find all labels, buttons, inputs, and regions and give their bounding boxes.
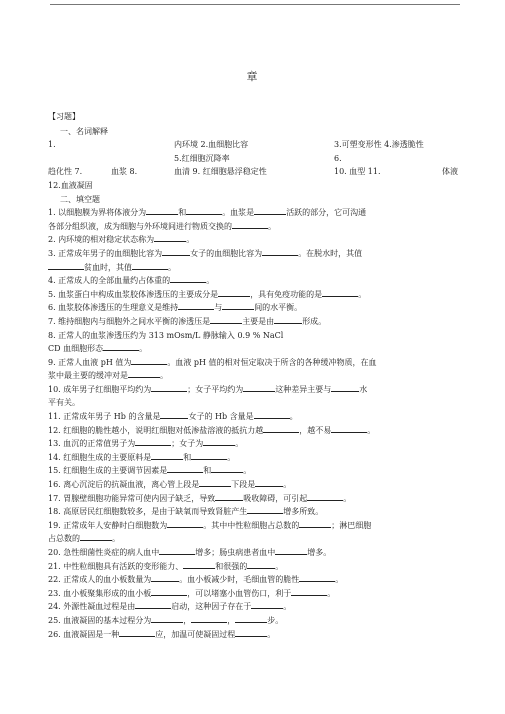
answer-blank[interactable]: [251, 600, 283, 609]
question-text: 1. 以细胞膜为界将体液分为: [48, 208, 147, 218]
question-text: 和: [203, 466, 212, 476]
term-cell: 血清 9. 红细胞悬浮稳定性: [174, 167, 267, 177]
question-text: 9. 正常人血液 pH 值为: [48, 357, 132, 367]
question-text: 5. 血浆蛋白中构成血浆胶体渗透压的主要成分是: [48, 289, 219, 299]
question-text: 平有关。: [48, 398, 80, 408]
answer-blank[interactable]: [262, 247, 298, 256]
question-text: 。: [335, 575, 344, 585]
question-line: [48, 560, 458, 574]
answer-blank[interactable]: [218, 288, 250, 297]
question-text: 。: [289, 412, 298, 422]
question-text: CD 血细胞形态: [48, 344, 104, 354]
question-text: 贫血时，其值: [84, 262, 132, 272]
answer-blank[interactable]: [151, 573, 179, 582]
term-cell: 6.: [334, 153, 342, 163]
term-cell: 血浆 8.: [111, 167, 138, 177]
question-line: [48, 315, 458, 329]
question-text: 和: [183, 452, 192, 462]
question-line: [48, 329, 458, 343]
answer-blank[interactable]: [154, 233, 186, 242]
question-text: 活跃的部分，它可沟通: [286, 208, 367, 218]
question-line: [48, 519, 458, 533]
answer-blank[interactable]: [299, 573, 335, 582]
question-line: [48, 478, 458, 492]
question-text: 6. 血浆胶体渗透压的生理意义是维持: [48, 303, 179, 313]
answer-blank[interactable]: [167, 519, 203, 528]
answer-blank[interactable]: [167, 464, 203, 473]
exercises-heading: 【习题】: [48, 112, 80, 121]
answer-blank[interactable]: [151, 587, 187, 596]
question-text: 14. 红细胞生成的主要原料是: [48, 452, 152, 462]
answer-blank[interactable]: [191, 451, 227, 460]
question-text: 。: [206, 276, 215, 286]
terms-row-3: 12.血液凝固: [48, 180, 93, 190]
term-cell: 1.: [48, 140, 56, 150]
part2-title: 二、填空题: [60, 194, 100, 204]
question-text: ；女子为: [171, 439, 204, 449]
page-title: 章: [246, 70, 259, 83]
question-line: [48, 274, 458, 288]
question-text: 步。: [267, 615, 284, 625]
question-line: [48, 451, 458, 465]
question-text: 。: [227, 452, 236, 462]
question-text: ；女子平均约为: [187, 384, 244, 394]
question-text: ，: [227, 615, 236, 625]
answer-blank[interactable]: [210, 315, 242, 324]
answer-blank[interactable]: [274, 315, 302, 324]
answer-blank[interactable]: [254, 410, 290, 419]
question-text: 。血浆是: [222, 208, 255, 218]
question-text: 。: [243, 466, 252, 476]
answer-blank[interactable]: [128, 369, 160, 378]
answer-blank[interactable]: [235, 628, 267, 637]
question-line: [48, 587, 458, 601]
question-text: 占总数的: [48, 534, 80, 544]
question-line: [48, 424, 458, 438]
answer-blank[interactable]: [291, 587, 327, 596]
question-text: 各部分组织液，成为细胞与外环境间进行物质交换的: [48, 221, 232, 231]
answer-blank[interactable]: [307, 492, 343, 501]
answer-blank[interactable]: [183, 560, 215, 569]
question-text: 20. 急性细菌性炎症的病人血中: [48, 548, 160, 557]
answer-blank[interactable]: [322, 288, 358, 297]
question-text: 15. 红细胞生成的主要调节因素是: [48, 466, 168, 476]
question-text: 主要是由: [242, 316, 275, 326]
answer-blank[interactable]: [170, 274, 206, 283]
answer-blank[interactable]: [203, 437, 235, 446]
answer-blank[interactable]: [159, 546, 195, 555]
question-text: 水: [359, 384, 368, 394]
question-text: 3. 正常成年男子的血细胞比容为: [48, 248, 163, 258]
terms-row-1b: [48, 152, 458, 166]
question-text: 增多所致。: [283, 507, 324, 517]
question-text: 。: [268, 221, 276, 231]
answer-blank[interactable]: [254, 206, 286, 215]
question-text: 21. 中性粒细胞具有活跃的变形能力、: [48, 561, 184, 571]
question-text: 10. 成年男子红细胞平均约为: [48, 384, 152, 394]
question-text: 23. 血小板聚集形成的血小板: [48, 588, 152, 598]
question-text: 启动，这种因子存在于: [171, 602, 252, 612]
question-text: 。: [358, 289, 367, 299]
answer-blank[interactable]: [215, 492, 243, 501]
question-line: [48, 573, 458, 587]
question-text: 。: [275, 561, 284, 571]
question-text: 12. 红细胞的脆性越小，说明红细胞对低渗盐溶液的抵抗力越: [48, 425, 264, 435]
question-line: [48, 220, 458, 234]
question-text: 16. 离心沉淀后的抗凝血液，离心管上段是: [48, 480, 200, 490]
question-text: 。: [168, 262, 176, 272]
question-text: 。: [112, 534, 120, 544]
answer-blank[interactable]: [222, 301, 254, 310]
answer-blank[interactable]: [247, 505, 283, 514]
question-text: 应，加温可使凝固过程: [155, 629, 236, 639]
question-text: 。: [367, 425, 376, 435]
question-text: 11. 正常成年男子 Hb 的含量是: [48, 412, 161, 422]
question-line: [48, 492, 458, 506]
header-rule: [50, 4, 460, 5]
answer-blank[interactable]: [191, 614, 227, 623]
term-cell: [48, 152, 174, 166]
answer-blank[interactable]: [299, 519, 331, 528]
answer-blank[interactable]: [178, 301, 214, 310]
answer-blank[interactable]: [151, 383, 187, 392]
question-line: [48, 383, 458, 397]
question-text: 。其中中性粒细胞占总数的: [203, 520, 300, 530]
question-text: ，越不易: [299, 425, 332, 435]
question-line: [48, 356, 458, 370]
question-line: [48, 464, 458, 478]
question-line: [48, 206, 458, 220]
question-text: 26. 血液凝固是一种: [48, 629, 120, 639]
answer-blank[interactable]: [247, 560, 275, 569]
terms-row-2: [48, 165, 458, 179]
question-text: 。: [267, 629, 276, 639]
question-text: 这种差异主要与: [275, 384, 332, 394]
question-text: 吸收障碍，可引起: [243, 493, 308, 503]
question-text: ，具有免疫功能的是: [250, 289, 323, 299]
answer-blank[interactable]: [232, 220, 268, 229]
question-text: 。: [139, 344, 148, 354]
answer-blank[interactable]: [119, 628, 155, 637]
question-text: 7. 维持细胞内与细胞外之间水平衡的渗透压是: [48, 316, 211, 326]
question-text: 增多。: [307, 548, 332, 557]
question-text: 。: [283, 602, 292, 612]
question-text: ，可以堵塞小血管伤口，利于: [187, 588, 292, 598]
question-text: 。: [160, 371, 168, 381]
question-text: 2. 内环境的相对稳定状态称为: [48, 235, 155, 245]
answer-blank[interactable]: [331, 383, 359, 392]
question-text: 13. 血沉的正常值男子为: [48, 439, 136, 449]
question-line: [48, 614, 458, 628]
question-line: [48, 600, 458, 614]
question-line: [48, 369, 458, 383]
term-cell: 内环境 2.血细胞比容: [174, 140, 249, 150]
answer-blank[interactable]: [243, 383, 275, 392]
answer-blank[interactable]: [263, 424, 299, 433]
question-line: [48, 410, 458, 424]
answer-blank[interactable]: [151, 451, 183, 460]
question-line: [48, 342, 458, 356]
answer-blank[interactable]: [275, 546, 307, 555]
answer-blank[interactable]: [132, 261, 168, 270]
fill-in-questions: [48, 206, 458, 641]
question-text: 。: [283, 480, 292, 490]
answer-blank[interactable]: [160, 410, 188, 419]
question-text: 4. 正常成人的全部血量约占体重的: [48, 276, 171, 286]
document-body: [48, 110, 458, 641]
answer-blank[interactable]: [151, 614, 183, 623]
answer-blank[interactable]: [235, 614, 267, 623]
question-line: [48, 233, 458, 247]
answer-blank[interactable]: [186, 206, 222, 215]
answer-blank[interactable]: [80, 532, 112, 541]
answer-blank[interactable]: [48, 261, 84, 270]
question-line: [48, 628, 458, 642]
question-text: 女子的血细胞比容为: [190, 248, 263, 258]
question-line: [48, 532, 458, 546]
answer-blank[interactable]: [331, 424, 367, 433]
answer-blank[interactable]: [131, 356, 167, 365]
question-text: 24. 外源性凝血过程是由: [48, 602, 136, 612]
question-text: 。: [343, 493, 352, 503]
question-text: 形成。: [302, 316, 327, 326]
term-cell: 5.红细胞沉降率: [174, 153, 230, 163]
term-cell: 10. 血型 11.: [334, 167, 381, 177]
answer-blank[interactable]: [199, 478, 231, 487]
question-text: 22. 正常成人的血小板数量为: [48, 575, 152, 585]
question-text: 18. 高原居民红细胞数较多，是由于缺氧而导致肾脏产生: [48, 507, 248, 517]
question-text: 间的水平衡。: [254, 303, 303, 313]
question-line: [48, 505, 458, 519]
answer-blank[interactable]: [162, 247, 190, 256]
question-line: [48, 247, 458, 261]
answer-blank[interactable]: [135, 600, 171, 609]
question-line: [48, 546, 458, 560]
question-text: 。: [186, 235, 195, 245]
part1-title: 一、名词解释: [60, 126, 108, 136]
term-cell: 体液: [442, 167, 458, 177]
question-text: 女子的 Hb 含量是: [188, 412, 254, 422]
question-text: ，: [183, 615, 192, 625]
question-text: 下段是: [231, 480, 256, 490]
question-text: 19. 正常成年人安静时白细胞数为: [48, 520, 168, 530]
question-line: [48, 261, 458, 275]
question-text: 增多；肠虫病患者血中: [195, 548, 276, 557]
answer-blank[interactable]: [211, 464, 243, 473]
answer-blank[interactable]: [146, 206, 178, 215]
question-text: 浆中最主要的缓冲对是: [48, 371, 128, 381]
question-text: 。: [327, 588, 336, 598]
term-cell: 3.可塑变形性 4.渗透脆性: [334, 140, 424, 150]
question-text: 。: [235, 439, 244, 449]
answer-blank[interactable]: [103, 342, 139, 351]
answer-blank[interactable]: [135, 437, 171, 446]
term-cell: 趋化性 7.: [48, 167, 83, 177]
terms-row-1: [48, 138, 458, 152]
question-text: 与: [214, 303, 223, 313]
question-text: 。血液 pH 值的相对恒定取决于所含的各种缓冲物质，在血: [167, 357, 377, 367]
question-line: [48, 396, 458, 410]
question-text: 和很强的: [215, 561, 248, 571]
question-text: 17. 胃腺壁细胞功能异常可使内因子缺乏，导致: [48, 493, 216, 503]
question-line: [48, 437, 458, 451]
question-line: [48, 288, 458, 302]
question-text: 。血小板减少时，毛细血管的脆性: [179, 575, 300, 585]
question-text: 和: [178, 208, 187, 218]
question-line: [48, 301, 458, 315]
question-text: 。在脱水时，其值: [298, 248, 363, 258]
answer-blank[interactable]: [255, 478, 283, 487]
question-text: ；淋巴细胞: [331, 520, 372, 530]
question-text: 25. 血液凝固的基本过程分为: [48, 615, 152, 625]
question-text: 8. 正常人的血浆渗透压约为 313 mOsm/L 静脉输入 0.9 % NaCl: [48, 330, 284, 340]
